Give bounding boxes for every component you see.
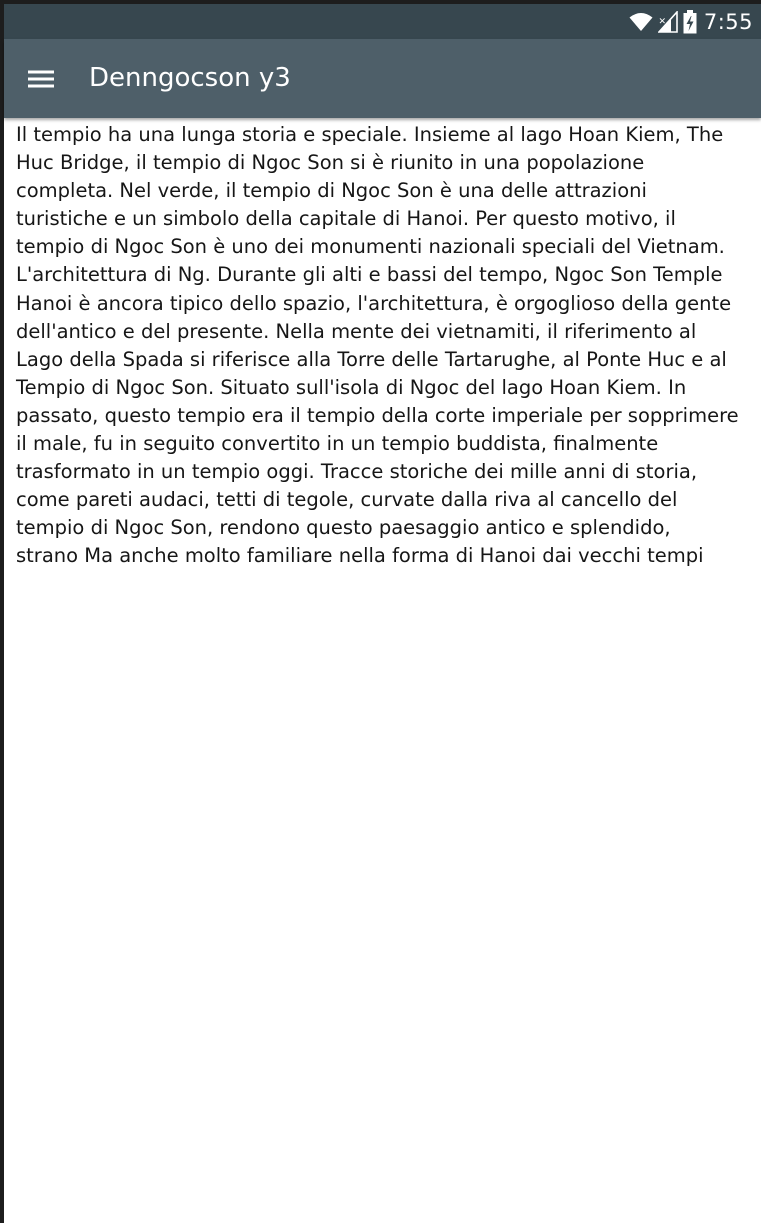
text-line: passato, questo tempio era il tempio della corte imperiale per sopprimere: [16, 403, 739, 427]
text-line: il male, fu in seguito convertito in un tempio buddista, finalmente: [16, 432, 659, 456]
svg-text:✕: ✕: [658, 16, 666, 27]
text-line: come pareti audaci, tetti di tegole, curvate dalla riva al cancello del: [16, 488, 678, 512]
text-line: Tempio di Ngoc Son. Situato sull'isola di Ngoc del lago Hoan Kiem. In: [16, 375, 687, 399]
text-line: dell'antico e del presente. Nella mente dei vietnamiti, il riferimento al: [16, 319, 697, 343]
text-line: Il tempio ha una lunga storia e speciale. Insieme al lago Hoan Kiem, The: [16, 123, 724, 146]
status-time: 7:55: [703, 9, 753, 34]
wifi-icon: [629, 12, 653, 32]
text-line: Lago della Spada si riferisce alla Torre delle Tartarughe, al Ponte Huc e al: [16, 347, 727, 371]
app-title: Denngocson y3: [89, 63, 291, 93]
text-line: Hanoi è ancora tipico dello spazio, l'architettura, è orgoglioso della gente: [16, 291, 732, 315]
text-line: turistiche e un simbolo della capitale di Hanoi. Per questo motivo, il: [16, 207, 676, 231]
battery-charging-icon: [683, 10, 697, 34]
hamburger-menu-icon[interactable]: [18, 56, 64, 102]
text-line: Huc Bridge, il tempio di Ngoc Son si è riunito in una popolazione: [16, 151, 645, 175]
status-bar: [4, 4, 761, 39]
content-area[interactable]: [16, 118, 758, 571]
article-text: [16, 121, 758, 571]
text-line: completa. Nel verde, il tempio di Ngoc Son è una delle attrazioni: [16, 179, 647, 203]
text-line: strano Ma anche molto familiare nella forma di Hanoi dai vecchi tempi: [16, 544, 704, 568]
status-icons: [629, 4, 753, 39]
text-line: tempio di Ngoc Son, rendono questo paesaggio antico e splendido,: [16, 516, 671, 540]
text-line: tempio di Ngoc Son è uno dei monumenti nazionali speciali del Vietnam.: [16, 235, 725, 259]
cell-signal-icon: [658, 11, 678, 33]
text-line: L'architettura di Ng. Durante gli alti e bassi del tempo, Ngoc Son Temple: [16, 263, 723, 287]
app-bar: [4, 39, 761, 118]
text-line: trasformato in un tempio oggi. Tracce storiche dei mille anni di storia,: [16, 460, 698, 484]
